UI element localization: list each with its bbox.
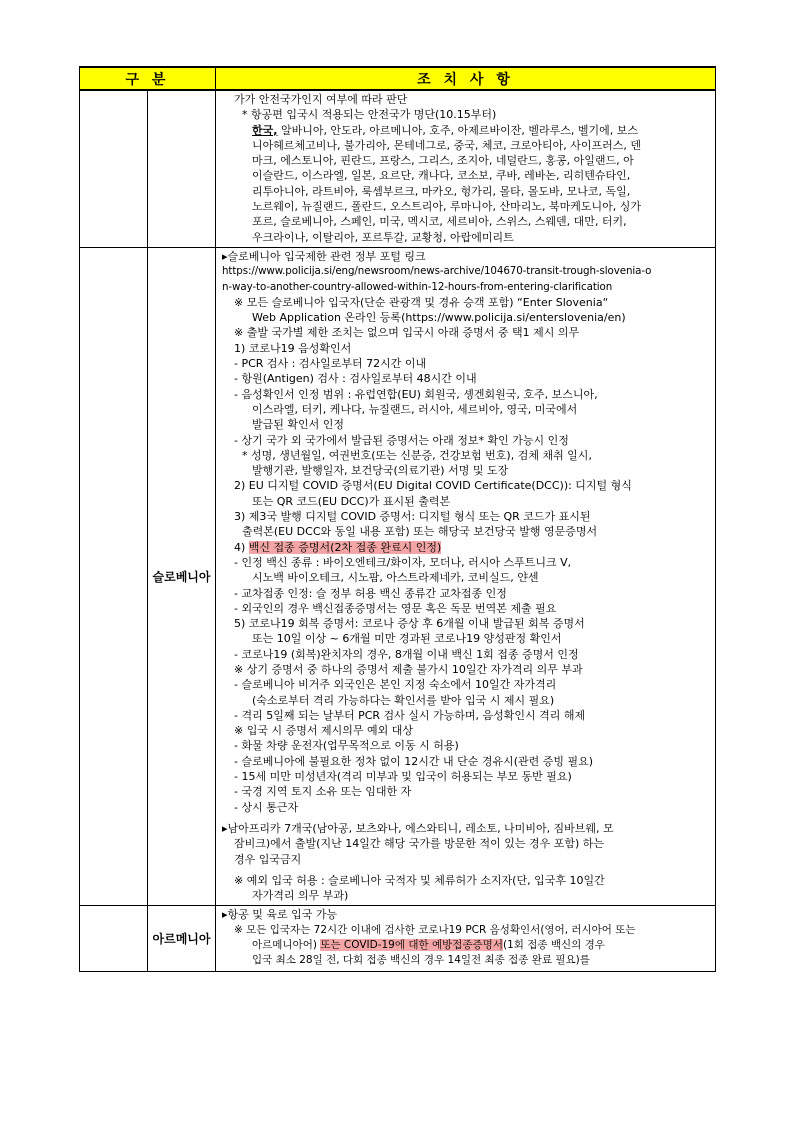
text-line: 자가격리 의무 부과) [252,889,349,903]
highlighted-text: 백신 접종 증명서(2차 접종 완료시 인정) [248,540,442,554]
highlighted-text: 또는 COVID-19에 대한 예방접종증명서 [320,939,503,952]
text-line: 노르웨이, 뉴질랜드, 폴란드, 오스트리아, 루마니아, 산마리노, 북마케도니아, 싱가 [252,200,641,214]
text-line: - 코로나19 (회복)완치자의 경우, 8개월 이내 백신 1회 접종 증명서 인정 [234,647,579,661]
bullet-icon: ▸ [222,821,228,835]
text-line: 이스라엘, 터키, 케나다, 뉴질랜드, 러시아, 세르비아, 영국, 미국에서 [252,402,578,416]
text-line: 니아헤르체고비나, 불가리아, 몬테네그로, 중국, 체코, 크로아티아, 사이프러스, 덴 [252,138,641,152]
text-line: 포르, 슬로베니아, 스페인, 미국, 멕시코, 세르비아, 스위스, 스웨덴, 대만, 터키, [252,215,627,229]
text-line [222,249,711,264]
text-line: 2) EU 디지털 COVID 증명서(EU Digital COVID Certificate(DCC)): 디지털 형식 [234,479,632,493]
text-span: (1회 접종 백신의 경우 [502,939,605,952]
text-line: 경우 입국금지 [234,852,302,866]
region-cell [80,906,148,971]
text-span: 남아프리카 7개국(남아공, 보츠와나, 에스와티니, 레소토, 나미비아, 짐바브웨, 모 [227,821,614,835]
text-line [222,540,711,555]
text-line: - 화물 차량 운전자(업무목적으로 이동 시 허용) [234,739,459,753]
text-line: - 외국인의 경우 백신접종증명서는 영문 혹은 독문 번역본 제출 필요 [234,601,557,615]
portal-url-line[interactable]: https://www.policija.si/eng/newsroom/news-archive/104670-transit-trough-slovenia-o [222,265,652,278]
text-line: 발급된 확인서 인정 [252,418,345,432]
region-cell [80,247,148,905]
measures-table [79,66,716,972]
text-line: - 슬로베니아 비거주 외국인은 본인 지정 숙소에서 10일간 자가격리 [234,678,557,692]
row-slovenia [80,247,716,905]
text-line: 입국 최소 28일 전, 다회 접종 백신의 경우 14일전 최종 접종 완료 필요)를 [252,954,590,967]
row-armenia [80,906,716,971]
korea-label: 한국, [252,123,278,137]
text-line: - PCR 검사 : 검사일로부터 72시간 이내 [234,357,427,371]
text-line: * 성명, 생년월일, 여권번호(또는 신분증, 건강보험 번호), 검체 채취 일시, [242,448,592,462]
text-line: - 15세 미만 미성년자(격리 미부과 및 입국이 허용되는 부모 동반 필요) [234,770,572,784]
text-line: ※ 상기 증명서 중 하나의 증명서 제출 불가시 10일간 자가격리 의무 부과 [234,662,583,676]
text-span: 알바니아, 안도라, 아르메니아, 호주, 아제르바이잔, 벨라루스, 벨기에, 보스 [280,123,639,137]
text-line: - 음성확인서 인정 범위 : 유럽연합(EU) 회원국, 솅겐회원국, 호주, 보스니아, [234,387,598,401]
text-line [222,907,711,922]
text-line: ※ 모든 슬로베니아 입국자(단순 관광객 및 경유 승객 포함) “Enter Slovenia“ [234,295,609,309]
text-line: 우크라이나, 이탈리아, 포르투갈, 교황청, 아랍에미리트 [252,230,514,244]
measures-cell [216,90,716,247]
text-span: 아르메니아어) [252,939,317,952]
country-label-slovenia: 슬로베니아 [148,247,216,905]
portal-url-line[interactable]: n-way-to-another-country-allowed-within-12-hours-from-entering-clarification [222,280,613,293]
text-line: 가가 안전국가인지 여부에 따라 판단 [234,93,408,106]
text-line: ※ 모든 입국자는 72시간 이내에 검사한 코로나19 PCR 음성확인서(영어, 러시아어 또는 [234,923,636,936]
header-measures: 조 치 사 항 [216,67,716,90]
text-line [222,821,711,836]
row-continued [80,90,716,247]
text-line [222,123,711,138]
text-line: 리투아니아, 라트비아, 룩셈부르크, 마카오, 헝가리, 몰타, 몰도바, 모나코, 독일, [252,184,631,198]
text-line: 또는 QR 코드(EU DCC)가 표시된 출력본 [252,494,451,508]
text-line: 또는 10일 이상 ~ 6개월 미만 경과된 코로나19 양성판정 확인서 [252,632,562,646]
portal-title: 슬로베니아 입국제한 관련 정부 포털 링크 [227,249,426,263]
text-line: - 상시 통근자 [234,800,299,814]
text-line: - 교차접종 인정: 슬 정부 허용 백신 종류간 교차접종 인정 [234,586,507,600]
item-number: 4) [234,540,246,554]
text-line: Web Application 온라인 등록(https://www.policija.si/enterslovenia/en) [252,311,626,325]
text-line [222,938,711,953]
text-line: 마크, 에스토니아, 핀란드, 프랑스, 그리스, 조지아, 네덜란드, 홍콩, 아일랜드, 아 [252,154,634,168]
text-line: ※ 예외 입국 허용 : 슬로베니아 국적자 및 체류허가 소지자(단, 입국후 10일간 [234,873,605,887]
text-line: - 슬로베니아에 불필요한 정차 없이 12시간 내 단순 경유시(관련 증빙 필요) [234,754,594,768]
text-line: 잠비크)에서 출발(지난 14일간 해당 국가를 방문한 적이 있는 경우 포함) 하는 [234,837,604,851]
bullet-icon: ▸ [222,908,228,922]
text-line: 3) 제3국 발행 디지털 COVID 증명서: 디지털 형식 또는 QR 코드가 표시된 [234,510,591,524]
text-line: - 상기 국가 외 국가에서 발급된 증명서는 아래 정보* 확인 가능시 인정 [234,433,569,447]
text-line: (숙소로부터 격리 가능하다는 확인서를 받아 입국 시 제시 필요) [252,693,555,707]
country-cell-empty [148,90,216,247]
region-cell [80,90,148,247]
country-label-armenia: 아르메니아 [148,906,216,971]
measures-cell-armenia [216,906,716,971]
text-line: 출력본(EU DCC와 동일 내용 포함) 또는 해당국 보건당국 발행 영문증명서 [242,525,598,539]
text-line: 시노백 바이오테크, 시노팜, 아스트라제네카, 코비실드, 얀센 [252,571,539,585]
header-category: 구 분 [80,67,216,90]
text-line: - 격리 5일째 되는 날부터 PCR 검사 실시 가능하며, 음성확인시 격리 해제 [234,708,586,722]
text-line: - 국경 지역 토지 소유 또는 임대한 자 [234,785,412,799]
text-line: ※ 출발 국가별 제한 조치는 없으며 입국시 아래 증명서 중 택1 제시 의무 [234,326,580,340]
text-line: - 인정 백신 종류 : 바이오엔테크/화이자, 모더나, 러시아 스푸트니크 V, [234,555,572,569]
text-line: - 항원(Antigen) 검사 : 검사일로부터 48시간 이내 [234,372,477,386]
measures-cell-slovenia [216,247,716,905]
table-header-row [80,67,716,90]
text-line: * 항공편 입국시 적용되는 안전국가 명단(10.15부터) [242,108,497,122]
text-line: 1) 코로나19 음성확인서 [234,341,352,355]
bullet-icon: ▸ [222,249,228,263]
text-line: 발행기관, 발행일자, 보건당국(의료기관) 서명 및 도장 [252,464,509,478]
text-line: 5) 코로나19 회복 증명서: 코로나 증상 후 6개월 이내 발급된 회복 증명서 [234,617,585,631]
text-line: 이슬란드, 이스라엘, 일본, 요르단, 캐나다, 코소보, 쿠바, 레바논, 리히텐슈타인, [252,169,631,183]
text-span: 항공 및 육로 입국 가능 [227,908,338,922]
text-line: ※ 입국 시 증명서 제시의무 예외 대상 [234,724,413,738]
